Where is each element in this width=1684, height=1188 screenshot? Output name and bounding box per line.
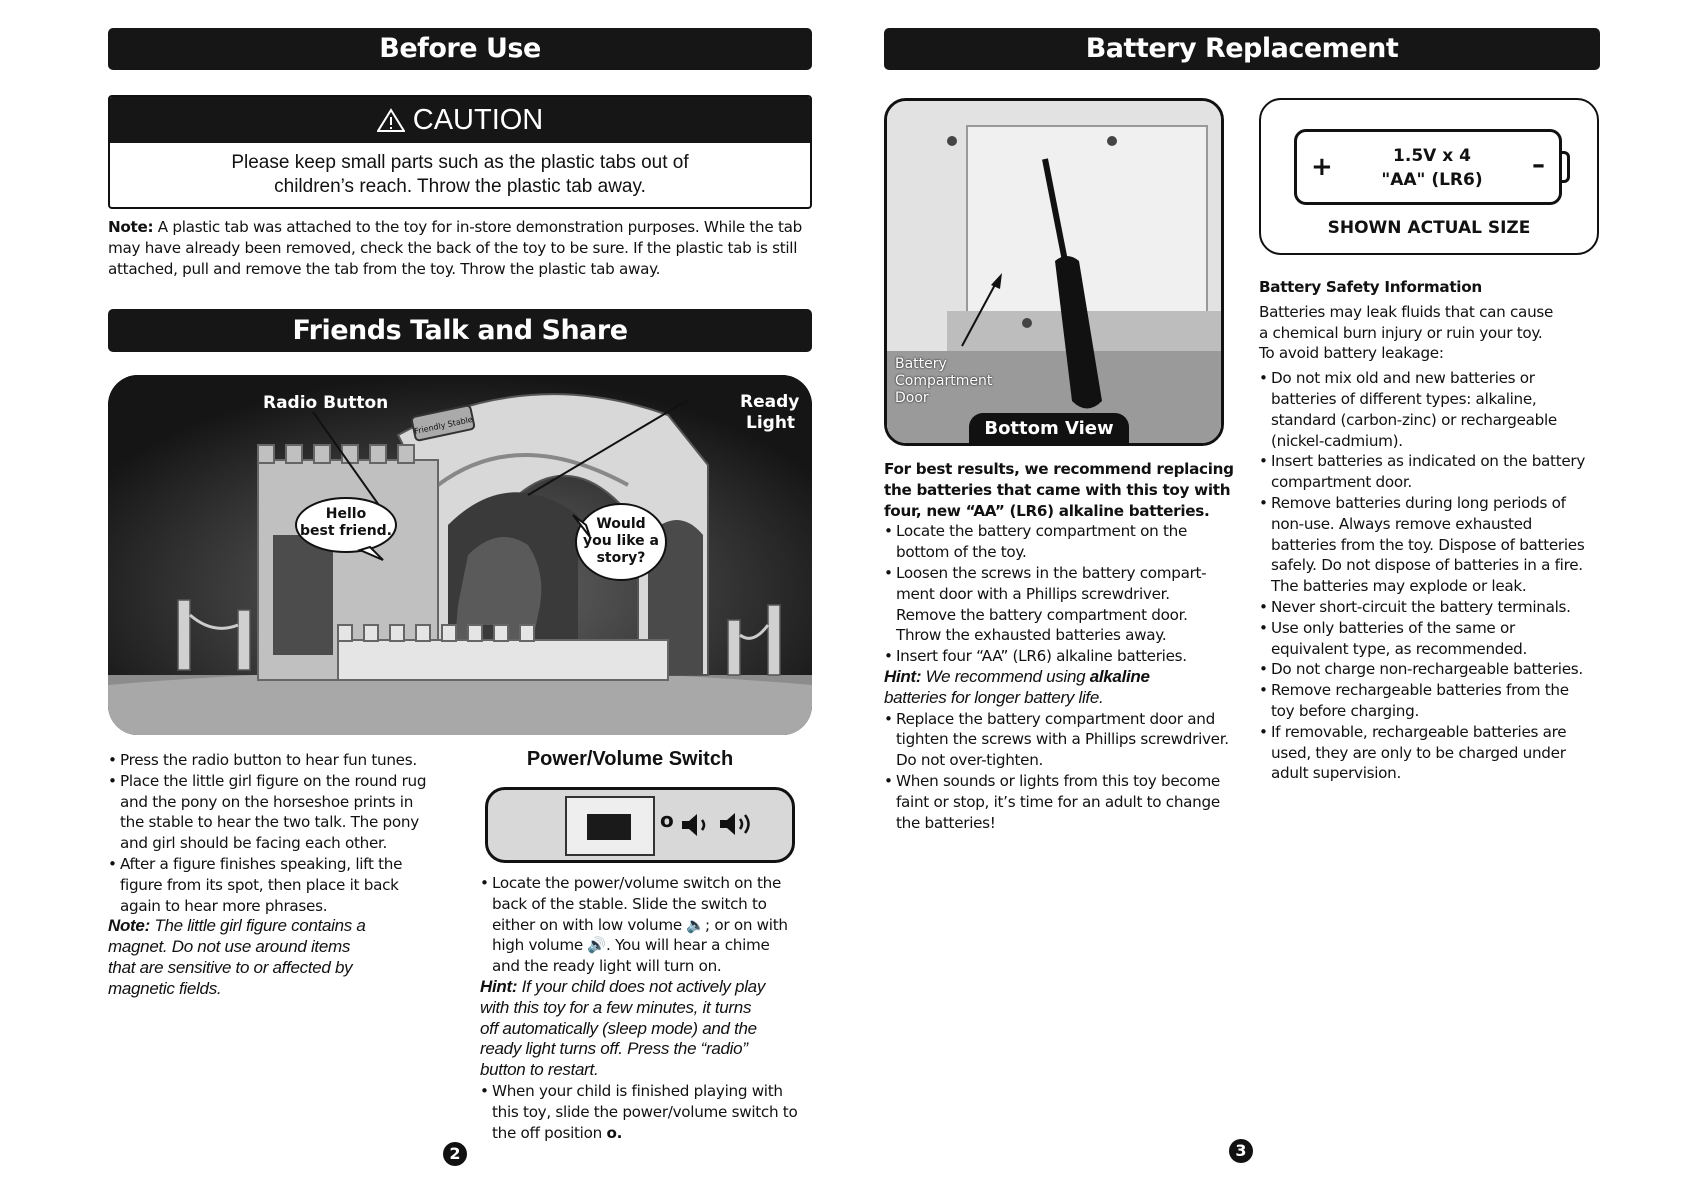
before-use-header — [108, 28, 812, 70]
bullet-line: • Do not mix old and new batteries or — [1271, 369, 1535, 388]
hint-label: Hint: — [480, 976, 518, 996]
bullet-line: Throw the exhausted batteries away. — [896, 626, 1167, 645]
bullet-line: and the ready light will turn on. — [492, 957, 722, 976]
list-item — [108, 854, 438, 916]
friends-header — [108, 309, 812, 352]
bullet-line: and girl should be facing each other. — [120, 834, 388, 853]
hint-emphasis: alkaline — [1089, 666, 1150, 686]
bullet-line: again to hear more phrases. — [120, 896, 328, 915]
power-volume-switch-illustration — [485, 787, 795, 863]
stable-illustration — [108, 375, 812, 735]
hint-line: with this toy for a few minutes, it turns — [480, 997, 752, 1017]
bullet-line: • Remove batteries during long periods of — [1271, 493, 1566, 512]
page-number: 2 — [443, 1142, 467, 1166]
bubble-line: Would — [596, 516, 646, 532]
bullet-line: ment door with a Phillips screwdriver. — [896, 584, 1170, 603]
battery-safety — [1259, 277, 1609, 784]
caution-heading: CAUTION — [412, 104, 544, 136]
bubble-line: story? — [596, 550, 646, 566]
speech-bubble-story — [576, 516, 666, 567]
note-line: magnetic fields. — [108, 978, 222, 998]
bubble-line: Hello — [325, 506, 367, 522]
bullet-line: • Insert batteries as indicated on the battery — [1271, 452, 1586, 471]
bullet-line: batteries from the toy. Dispose of batteries — [1271, 535, 1585, 554]
bottom-view-photo — [884, 98, 1224, 446]
battery-terminal — [1562, 151, 1570, 183]
bullet-line: • After a figure finishes speaking, lift the — [120, 854, 403, 873]
caution-line: children’s reach. Throw the plastic tab away. — [274, 176, 646, 197]
power-volume-heading: Power/Volume Switch — [526, 748, 734, 770]
before-use-title: Before Use — [379, 33, 541, 64]
friends-title: Friends Talk and Share — [292, 315, 628, 346]
bullet-line: back of the stable. Slide the switch to — [492, 894, 767, 913]
list-item — [108, 771, 438, 854]
bullet-line: compartment door. — [1271, 473, 1412, 492]
sleep-hint — [480, 977, 820, 1081]
high-volume-icon — [718, 810, 758, 838]
switch-slider — [587, 814, 631, 840]
bullet-line: bottom of the toy. — [896, 543, 1027, 562]
bullet-line: safely. Do not dispose of batteries in a fire. — [1271, 556, 1583, 575]
recommend-line: the batteries that came with this toy with — [884, 480, 1231, 499]
bullet-line: the stable to hear the two talk. The pony — [120, 813, 419, 832]
list-item — [480, 873, 820, 977]
recommend-line: four, new “AA” (LR6) alkaline batteries. — [884, 501, 1210, 520]
bullet-line: • When your child is finished playing with — [492, 1081, 783, 1100]
note-line: attached, pull and remove the tab from the toy. Throw the plastic tab away. — [108, 259, 661, 278]
play-instructions — [108, 750, 438, 1000]
bullet-line: high volume 🔊. You will hear a chime — [492, 936, 770, 955]
list-item — [1259, 618, 1609, 660]
bullet-line: equivalent type, as recommended. — [1271, 639, 1528, 658]
recommendation — [884, 459, 1244, 521]
list-item — [884, 563, 1244, 646]
battery-replacement-header — [884, 28, 1600, 70]
note-paragraph — [108, 217, 818, 279]
label-line: Compartment — [895, 373, 993, 389]
list-item — [1259, 680, 1609, 722]
bullet-line: adult supervision. — [1271, 764, 1402, 783]
bullet-line: • Never short-circuit the battery terminals. — [1271, 597, 1571, 616]
safety-heading: Battery Safety Information — [1259, 278, 1482, 296]
list-item — [1259, 659, 1609, 680]
intro-line: Batteries may leak fluids that can cause — [1259, 302, 1554, 321]
bullet-line: • If removable, rechargeable batteries are — [1271, 722, 1567, 741]
list-item — [884, 521, 1244, 563]
note-line: that are sensitive to or affected by — [108, 957, 353, 977]
hint-line: batteries for longer battery life. — [884, 687, 1104, 707]
bullet-text: the off position — [492, 1123, 607, 1142]
bullet-line: • Insert four “AA” (LR6) alkaline batteries. — [896, 647, 1187, 666]
bullet-line: The batteries may explode or leak. — [1271, 577, 1527, 596]
bullet-line: batteries of different types: alkaline, — [1271, 389, 1537, 408]
bullet-line: Do not over-tighten. — [896, 751, 1044, 770]
battery-voltage: 1.5V x 4 — [1393, 146, 1471, 166]
hint-label: Hint: — [884, 666, 922, 686]
hint-line: ready light turns off. Press the “radio” — [480, 1039, 748, 1059]
recommend-line: For best results, we recommend replacing — [884, 460, 1234, 478]
bullet-line: used, they are only to be charged under — [1271, 743, 1566, 762]
bullet-line: • Do not charge non-rechargeable batteries. — [1271, 660, 1583, 679]
bullet-line: • Loosen the screws in the battery compart- — [896, 563, 1207, 582]
bullet-line: and the pony on the horseshoe prints in — [120, 792, 414, 811]
label-line: Door — [895, 390, 929, 406]
bullet-line: • Replace the battery compartment door and — [896, 709, 1215, 728]
note-line: magnet. Do not use around items — [108, 937, 351, 957]
bullet-line: tighten the screws with a Phillips screwdriver. — [896, 730, 1229, 749]
battery-plus: + — [1311, 152, 1333, 182]
bullet-line: figure from its spot, then place it back — [120, 875, 399, 894]
bubble-line: you like a — [583, 533, 659, 549]
battery-spec — [1357, 144, 1507, 192]
switch-panel — [565, 796, 655, 856]
bottom-view-label: Bottom View — [969, 413, 1129, 445]
note-line — [108, 217, 818, 238]
bullet-line: • Locate the battery compartment on the — [896, 522, 1187, 541]
stable-sign: Friendly Stable — [413, 414, 474, 437]
hint-line: off automatically (sleep mode) and the — [480, 1018, 757, 1038]
shown-actual-size: SHOWN ACTUAL SIZE — [1327, 218, 1531, 238]
caution-text — [110, 143, 810, 199]
list-item — [1259, 493, 1609, 597]
ready-label: Ready — [740, 392, 800, 412]
bullet-line — [492, 1123, 820, 1144]
bullet-line: faint or stop, it’s time for an adult to change — [896, 792, 1220, 811]
hint-text: We recommend using — [921, 666, 1090, 686]
bullet-line: standard (carbon-zinc) or rechargeable — [1271, 410, 1557, 429]
note-text: A plastic tab was attached to the toy for in-store demonstration purposes. While the tab — [153, 218, 802, 236]
bullet-line: non-use. Always remove exhausted — [1271, 514, 1533, 533]
bullet-line: either on with low volume 🔈; or on with — [492, 915, 788, 934]
magnet-note — [108, 916, 438, 999]
list-item — [884, 709, 1244, 771]
page-number: 3 — [1229, 1139, 1253, 1163]
label-line: Battery — [895, 356, 947, 372]
speech-bubble-hello — [298, 506, 394, 540]
intro-line: To avoid battery leakage: — [1259, 344, 1444, 363]
battery-door-label — [895, 356, 992, 407]
list-item — [1259, 368, 1609, 451]
radio-button-label: Radio Button — [263, 393, 389, 413]
battery-type: "AA" (LR6) — [1381, 170, 1483, 190]
caution-box — [108, 95, 812, 209]
switch-instructions — [480, 873, 820, 1143]
bullet-line: • Place the little girl figure on the round rug — [120, 771, 427, 790]
switch-off-symbol: o — [660, 808, 674, 832]
list-item — [1259, 722, 1609, 784]
note-label: Note: — [108, 218, 154, 236]
bullet-line: • When sounds or lights from this toy become — [896, 771, 1220, 790]
safety-intro — [1259, 302, 1609, 364]
alkaline-hint — [884, 667, 1244, 709]
bubble-line: best friend. — [299, 523, 392, 539]
list-item — [1259, 597, 1609, 618]
battery-size-box — [1259, 98, 1599, 255]
list-item — [108, 750, 438, 771]
list-item — [884, 771, 1244, 833]
hint-line — [480, 977, 820, 998]
list-item — [480, 1081, 820, 1143]
battery-replacement-title: Battery Replacement — [1085, 33, 1399, 64]
battery-instructions — [884, 459, 1244, 833]
bullet-line: • Locate the power/volume switch on the — [492, 874, 782, 892]
bullet-line: this toy, slide the power/volume switch to — [492, 1102, 798, 1121]
bullet-line: • Use only batteries of the same or — [1271, 618, 1515, 637]
bullet-line: • Press the radio button to hear fun tunes. — [120, 751, 417, 769]
note-label: Note: — [108, 916, 150, 936]
warning-triangle-icon — [377, 108, 405, 132]
hint-line — [884, 667, 1244, 688]
battery-outline — [1294, 129, 1562, 205]
stable-photo — [108, 375, 812, 735]
hint-line: button to restart. — [480, 1060, 599, 1080]
bullet-line: toy before charging. — [1271, 701, 1419, 720]
bullet-line: (nickel-cadmium). — [1271, 431, 1403, 450]
list-item — [884, 646, 1244, 667]
caution-header — [110, 97, 810, 143]
note-text: The little girl figure contains a — [149, 916, 366, 936]
hint-text: If your child does not actively play — [517, 976, 766, 996]
light-label: Light — [746, 413, 796, 433]
off-symbol: o. — [606, 1123, 623, 1142]
caution-line: Please keep small parts such as the plastic tabs out of — [231, 152, 689, 173]
list-item — [1259, 451, 1609, 493]
battery-minus: – — [1532, 150, 1545, 180]
low-volume-icon — [680, 812, 714, 838]
intro-line: a chemical burn injury or ruin your toy. — [1259, 323, 1543, 342]
bullet-line: the batteries! — [896, 813, 996, 832]
bullet-line: • Remove rechargeable batteries from the — [1271, 681, 1569, 700]
bullet-line: Remove the battery compartment door. — [896, 605, 1188, 624]
note-line — [108, 916, 438, 937]
note-line: may have already been removed, check the back of the toy to be sure. If the plastic tab is still — [108, 238, 798, 257]
ready-light-label — [740, 392, 799, 434]
